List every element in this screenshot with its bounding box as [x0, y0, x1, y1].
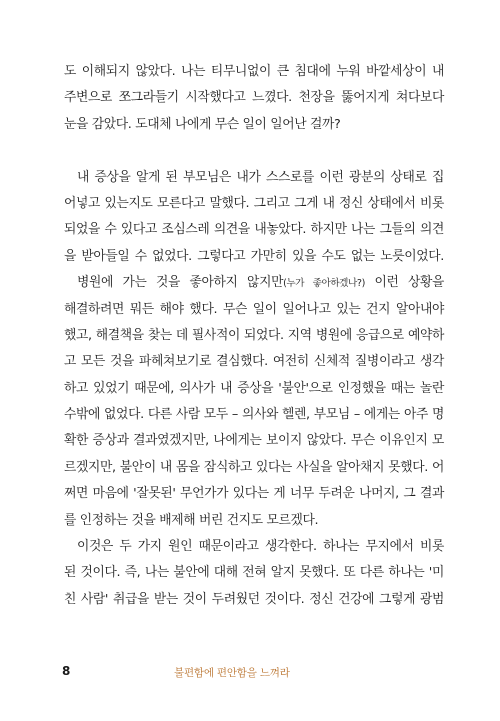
text-line: 수밖에 없었다. 다른 사람 모두 – 의사와 헬렌, 부모님 – 에게는 아주 명	[64, 407, 444, 423]
text-line: 확한 증상과 결과였겠지만, 나에게는 보이지 않았다. 무슨 이유인지 모	[64, 433, 444, 449]
text-line: 고 모든 것을 파헤쳐보기로 결심했다. 여전히 신체적 질병이라고 생각	[64, 354, 444, 370]
text-line: 되었을 수 있다고 조심스레 의견을 내놓았다. 하지만 나는 그들의 의견	[64, 222, 444, 238]
running-title: 불편함에 편안함을 느껴라	[174, 667, 290, 679]
text-line: 르겠지만, 불안이 내 몸을 잠식하고 있다는 사실을 알아채지 못했다. 어	[64, 459, 444, 475]
text-fragment: 병원에 가는 것을 좋아하지 않지만	[77, 275, 284, 291]
body-text	[64, 59, 444, 613]
text-fragment: 이런 상황을	[364, 275, 444, 291]
text-line: 을 받아들일 수 없었다. 그렇다고 가만히 있을 수도 없는 노릇이었다.	[64, 248, 444, 264]
parenthetical-aside: (누가 좋아하겠나?)	[283, 278, 365, 290]
text-line: 친 사람' 취급을 받는 것이 두려웠던 것이다. 정신 건강에 그렇게 광범	[64, 591, 444, 607]
page-footer	[62, 664, 442, 682]
text-line: 했고, 해결책을 찾는 데 필사적이 되었다. 지역 병원에 응급으로 예약하	[64, 327, 444, 343]
text-line	[64, 270, 444, 296]
text-line: 해결하려면 뭐든 해야 했다. 무슨 일이 일어나고 있는 건지 알아내야	[64, 301, 444, 317]
text-line: 이것은 두 가지 원인 때문이라고 생각한다. 하나는 무지에서 비롯	[77, 539, 444, 555]
text-line: 어넣고 있는지도 모른다고 말했다. 그리고 그게 내 정신 상태에서 비롯	[64, 195, 444, 211]
text-line: 주변으로 쪼그라들기 시작했다고 느꼈다. 천장을 뚫어지게 쳐다보다	[64, 90, 444, 106]
text-line: 눈을 감았다. 도대체 나에게 무슨 일이 일어난 걸까?	[64, 116, 341, 132]
text-line: 내 증상을 알게 된 부모님은 내가 스스로를 이런 광분의 상태로 집	[77, 169, 444, 185]
paragraph-gap	[64, 138, 444, 164]
page-number: 8	[62, 664, 71, 678]
text-line: 하고 있었기 때문에, 의사가 내 증상을 '불안'으로 인정했을 때는 놀란	[64, 380, 444, 396]
text-line: 된 것이다. 즉, 나는 불안에 대해 전혀 알지 못했다. 또 다른 하나는 '미	[64, 565, 444, 581]
text-line: 를 인정하는 것을 배제해 버린 건지도 모르겠다.	[64, 512, 319, 528]
text-line: 쩌면 마음에 '잘못된' 무언가가 있다는 게 너무 두려운 나머지, 그 결과	[64, 486, 444, 502]
text-line: 도 이해되지 않았다. 나는 티무니없이 큰 침대에 누워 바깥세상이 내	[64, 64, 444, 79]
